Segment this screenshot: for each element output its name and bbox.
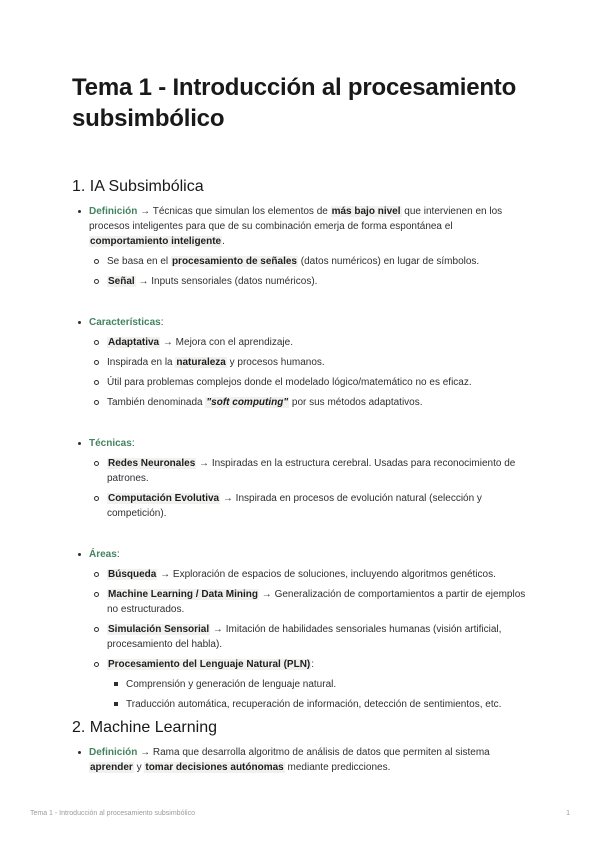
list-item: Útil para problemas complejos donde el modelado lógico/matemático no es eficaz. [89,375,532,390]
list-item-areas: Áreas: Búsqueda → Exploración de espacios de soluciones, incluyendo algoritmos genéticos. Machine Learning / Data Mining → Generalización de comportamientos a partir de ejemplos no estructurados. Simulación Sensorial → Imitación de habilidades sensoriales humanas (visión artificial, procesamiento del habla). Procesamiento del Lenguaje Natural (PLN): Comprensión y generación de lenguaje natural. Traducción automática, recuperación de información, detección de sentimientos, etc. [72,547,532,712]
page-footer [30,810,570,817]
list-item-definicion: Definición → Técnicas que simulan los elementos de más bajo nivel que intervienen en los procesos inteligentes para que de su combinación emerja de forma espontánea el comportamiento inteligente. Se basa en el procesamiento de señales (datos numéricos) en lugar de símbolos. Señal → Inputs sensoriales (datos numéricos). [72,204,532,289]
list-item: Machine Learning / Data Mining → Generalización de comportamientos a partir de ejemplos no estructurados. [89,587,532,617]
list-item: Se basa en el procesamiento de señales (datos numéricos) en lugar de símbolos. [89,254,532,269]
page-title: Tema 1 - Introducción al procesamiento subsimbólico [72,74,517,132]
tecnicas-sublist [89,456,532,521]
definicion-label: Definición [89,747,138,758]
pln-sublist [107,677,532,712]
list-item: Comprensión y generación de lenguaje natural. [107,677,532,692]
caracteristicas-sublist [89,335,532,410]
list-item: Inspirada en la naturaleza y procesos humanos. [89,355,532,370]
list-item: Traducción automática, recuperación de información, detección de sentimientos, etc. [107,697,532,712]
section-heading-ia-subsimbolica: 1. IA Subsimbólica [72,178,204,195]
list-item-caracteristicas: Características: Adaptativa → Mejora con el aprendizaje. Inspirada en la naturaleza y procesos humanos. Útil para problemas complejos donde el modelado lógico/matemático no es eficaz. También denominada "soft computing" por sus métodos adaptativos. [72,315,532,410]
list-item: Procesamiento del Lenguaje Natural (PLN): Comprensión y generación de lenguaje natural. Traducción automática, recuperación de información, detección de sentimientos, etc. [89,657,532,712]
document-page [72,72,532,781]
footer-title: Tema 1 - Introducción al procesamiento subsimbólico [30,810,195,817]
section-2-list [72,745,532,775]
definicion-label: Definición [89,206,138,217]
list-item: Computación Evolutiva → Inspirada en procesos de evolución natural (selección y competición). [89,491,532,521]
list-item: También denominada "soft computing" por sus métodos adaptativos. [89,395,532,410]
list-item: Búsqueda → Exploración de espacios de soluciones, incluyendo algoritmos genéticos. [89,567,532,582]
list-item: Adaptativa → Mejora con el aprendizaje. [89,335,532,350]
list-item-tecnicas: Técnicas: Redes Neuronales → Inspiradas en la estructura cerebral. Usadas para reconocimiento de patrones. Computación Evolutiva → Inspirada en procesos de evolución natural (selección y competición). [72,436,532,521]
tecnicas-label: Técnicas [89,438,132,449]
areas-label: Áreas [89,549,117,560]
list-item: Redes Neuronales → Inspiradas en la estructura cerebral. Usadas para reconocimiento de patrones. [89,456,532,486]
section-1-list [72,204,532,289]
caracteristicas-label: Características [89,317,161,328]
areas-sublist [89,567,532,712]
list-item-definicion-ml: Definición → Rama que desarrolla algoritmo de análisis de datos que permiten al sistema aprender y tomar decisiones autónomas mediante predicciones. [72,745,532,775]
list-item: Señal → Inputs sensoriales (datos numéricos). [89,274,532,289]
list-item: Simulación Sensorial → Imitación de habilidades sensoriales humanas (visión artificial, procesamiento del habla). [89,622,532,652]
page-number: 1 [566,810,570,817]
section-heading-machine-learning: 2. Machine Learning [72,719,217,736]
definicion-sublist [89,254,532,289]
